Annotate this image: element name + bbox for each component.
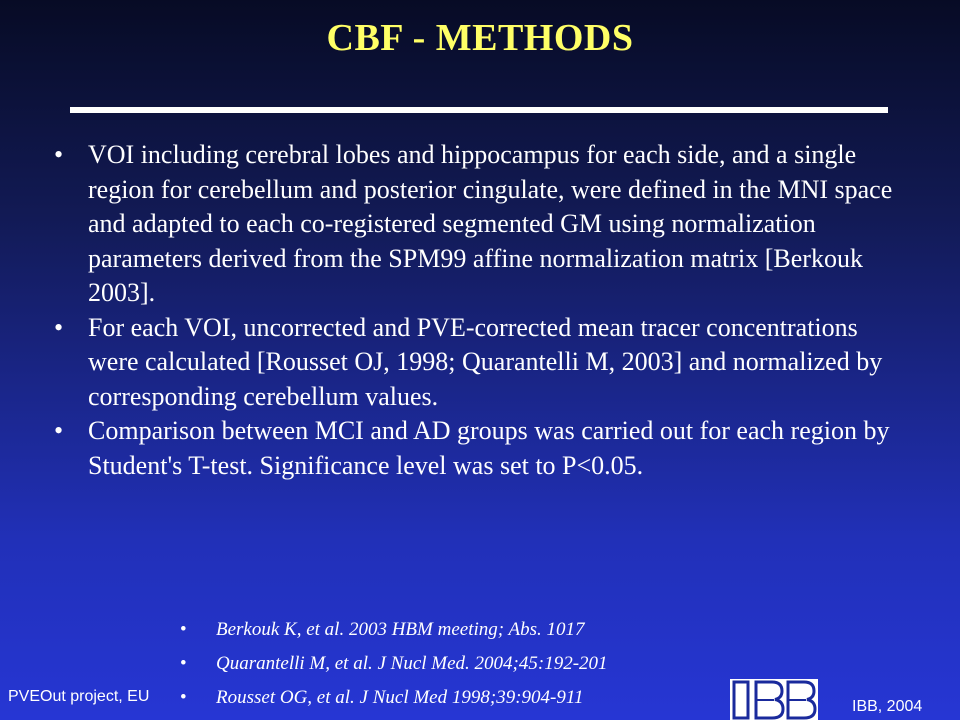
bullet-marker: •	[54, 416, 64, 445]
slide-title: CBF - METHODS	[326, 17, 634, 59]
footer-project-label: PVEOut project, EU	[8, 688, 150, 705]
reference-list	[180, 613, 820, 715]
reference-marker: •	[180, 687, 187, 708]
bullet-item	[50, 311, 900, 415]
bullet-text: For each VOI, uncorrected and PVE-corrected mean tracer concentrations were calculated [Rousset OJ, 1998; Quarantelli M, 2003] and normalized by corresponding cerebellum values.	[88, 312, 883, 411]
ibb-logo-graphic	[730, 679, 818, 720]
bullet-text: Comparison between MCI and AD groups was carried out for each region by Student's T-test. Significance level was set to P<0.05.	[88, 416, 890, 480]
bullet-marker: •	[54, 140, 64, 169]
methods-bullet-list	[50, 138, 900, 483]
reference-item	[180, 681, 820, 715]
reference-item	[180, 613, 820, 647]
reference-item	[180, 647, 820, 681]
bullet-item	[50, 138, 900, 311]
bullet-marker: •	[54, 312, 64, 342]
reference-text: Quarantelli M, et al. J Nucl Med. 2004;45:192-201	[216, 653, 608, 674]
ibb-logo	[730, 679, 818, 720]
footer-institute-year: IBB, 2004	[852, 698, 923, 715]
bullet-text: VOI including cerebral lobes and hippocampus for each side, and a single region for cerebellum and posterior cingulate, were defined in the MNI space and adapted to each co-registered segmented GM using normalization parameters derived from the SPM99 affine normalization matrix [Berkouk 2003].	[88, 140, 893, 307]
title-divider	[70, 107, 888, 113]
bullet-item	[50, 414, 900, 483]
reference-marker: •	[180, 619, 187, 640]
reference-text: Berkouk K, et al. 2003 HBM meeting; Abs. 1017	[216, 619, 585, 640]
reference-text: Rousset OG, et al. J Nucl Med 1998;39:904-911	[216, 687, 584, 708]
reference-marker: •	[180, 653, 187, 674]
